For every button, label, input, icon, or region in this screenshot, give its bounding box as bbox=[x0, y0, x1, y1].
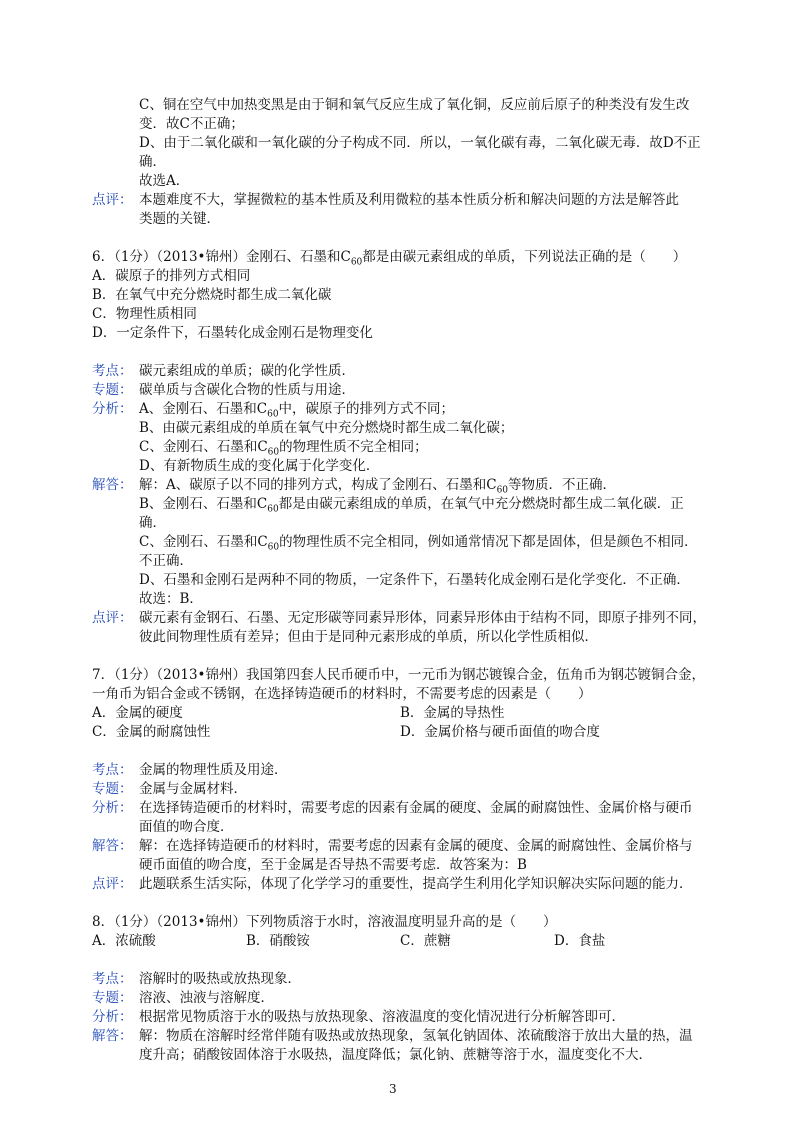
q8-jieda-1: 解：物质在溶解时经常伴随有吸热或放热现象，氢氧化钠固体、浓硫酸溶于放出大量的热，温 bbox=[139, 1028, 693, 1044]
review-label: 点评： bbox=[92, 610, 133, 626]
q6-option-a: A．碳原子的排列方式相同 bbox=[92, 268, 251, 284]
kaodian-label: 考点： bbox=[92, 363, 133, 379]
q6-jieda4-sub: 60 bbox=[267, 542, 280, 553]
q6-kaodian-text: 碳元素组成的单质；碳的化学性质． bbox=[139, 363, 355, 379]
q6-zhuanti bbox=[92, 381, 712, 400]
q6-fenxi-sub: 60 bbox=[267, 409, 279, 420]
q6-fenxi-3b: 的物理性质不完全相同； bbox=[279, 439, 428, 455]
q7-kaodian-text: 金属的物理性质及用途． bbox=[139, 762, 288, 778]
q6-jieda-3: 确． bbox=[139, 515, 166, 531]
q6-stem-part2: 都是由碳元素组成的单质，下列说法正确的是（ ） bbox=[362, 249, 687, 265]
q6-jieda-7: 故选：B． bbox=[139, 591, 203, 607]
q8-option-d: D．食盐 bbox=[554, 933, 606, 949]
q5-c-line2: 变．故C不正确； bbox=[139, 116, 244, 132]
q7-zhuanti bbox=[92, 780, 712, 799]
q7-stem-2: 一角币为铝合金或不锈钢，在选择铸造硬币的材料时，不需要考虑的因素是（ ） bbox=[92, 686, 592, 702]
q7-kaodian bbox=[92, 761, 712, 780]
q6-jieda1-sub: 60 bbox=[496, 485, 509, 496]
jieda-label: 解答： bbox=[92, 838, 133, 854]
q6-fenxi-3a: C、金刚石、石墨和C bbox=[139, 439, 268, 455]
q7-review-text: 此题联系生活实际，体现了化学学习的重要性，提高学生利用化学知识解决实际问题的能力． bbox=[139, 876, 693, 892]
q6-option-d: D．一定条件下，石墨转化成金刚石是物理变化 bbox=[92, 325, 373, 341]
q7-fenxi bbox=[92, 799, 712, 818]
q6-review-1: 碳元素有金钢石、石墨、无定形碳等同素异形体，同素异形体由于结构不同，即原子排列不同， bbox=[139, 610, 706, 626]
q6-option-b: B．在氧气中充分燃烧时都生成二氧化碳 bbox=[92, 287, 332, 303]
q6-fenxi-4: D、有新物质生成的变化属于化学变化． bbox=[139, 458, 380, 474]
q6-jieda-4b: 的物理性质不完全相同，例如通常情况下都是固体，但是颜色不相同． bbox=[279, 534, 698, 550]
q5-d-line1: D、由于二氧化碳和一氧化碳的分子构成不同．所以，一氧化碳有毒，二氧化碳无毒．故D不正 bbox=[139, 135, 701, 151]
q7-jieda-2: 硬币面值的吻合度，至于金属是否导热不需要考虑．故答案为：B bbox=[139, 857, 527, 873]
q6-fenxi3-sub: 60 bbox=[267, 447, 280, 458]
q6-jieda-1a: 解：A、碳原子以不同的排列方式，构成了金刚石、石墨和C bbox=[139, 477, 497, 493]
q6-fenxi-1b: 中，碳原子的排列方式不同； bbox=[278, 401, 455, 417]
q8-stem: 8．（1分）（2013•锦州）下列物质溶于水时，溶液温度明显升高的是（ ） bbox=[92, 914, 557, 930]
q8-jieda bbox=[92, 1027, 712, 1046]
jieda-label: 解答： bbox=[92, 1028, 133, 1044]
q7-option-a: A．金属的硬度 bbox=[92, 705, 183, 721]
q8-kaodian-text: 溶解时的吸热或放热现象． bbox=[139, 971, 301, 987]
q8-option-c: C．蔗糖 bbox=[400, 933, 451, 949]
zhuanti-label: 专题： bbox=[92, 781, 133, 797]
review-label: 点评： bbox=[92, 192, 133, 208]
zhuanti-label: 专题： bbox=[92, 990, 133, 1006]
q6-jieda-4a: C、金刚石、石墨和C bbox=[139, 534, 268, 550]
q7-option-c: C．金属的耐腐蚀性 bbox=[92, 724, 211, 740]
q8-option-b: B．硝酸铵 bbox=[246, 933, 310, 949]
q6-jieda-2b: 都是由碳元素组成的单质，在氧气中充分燃烧时都生成二氧化碳．正 bbox=[278, 496, 684, 512]
q6-jieda-1b: 等物质．不正确． bbox=[508, 477, 617, 493]
page-number: 3 bbox=[389, 1082, 397, 1096]
q5-review bbox=[92, 191, 712, 210]
q7-review bbox=[92, 875, 712, 894]
q7-stem-1: 7．（1分）（2013•锦州）我国第四套人民币硬币中，一元币为钢芯镀镍合金，伍角币为钢芯镀铜合金， bbox=[92, 667, 705, 683]
q6-jieda-6: D、石墨和金刚石是两种不同的物质，一定条件下，石墨转化成金刚石是化学变化．不正确． bbox=[139, 572, 690, 588]
q6-option-c: C．物理性质相同 bbox=[92, 306, 197, 322]
q8-option-a: A．浓硫酸 bbox=[92, 933, 156, 949]
q5-review-line2: 类题的关键． bbox=[139, 211, 220, 227]
q7-option-b: B．金属的导热性 bbox=[400, 705, 505, 721]
q7-option-d: D．金属价格与硬币面值的吻合度 bbox=[400, 724, 600, 740]
q6-jieda2-sub: 60 bbox=[267, 504, 279, 515]
q6-fenxi-1a: A、金刚石、石墨和C bbox=[139, 401, 268, 417]
q8-fenxi bbox=[92, 1008, 712, 1027]
q6-jieda-5: 不正确． bbox=[139, 553, 193, 569]
zhuanti-label: 专题： bbox=[92, 382, 133, 398]
q5-d-line2: 确． bbox=[139, 154, 166, 170]
q8-fenxi-text: 根据常见物质溶于水的吸热与放热现象、溶液温度的变化情况进行分析解答即可． bbox=[139, 1009, 625, 1025]
q6-fenxi-2: B、由碳元素组成的单质在氧气中充分燃烧时都生成二氧化碳； bbox=[139, 420, 514, 436]
q6-review-2: 彼此间物理性质有差异；但由于是同种元素形成的单质，所以化学性质相似． bbox=[139, 629, 598, 645]
q6-review bbox=[92, 609, 712, 628]
q7-zhuanti-text: 金属与金属材料． bbox=[139, 781, 247, 797]
q6-stem-sub: 60 bbox=[350, 257, 363, 268]
q8-zhuanti-text: 溶液、浊液与溶解度． bbox=[139, 990, 274, 1006]
kaodian-label: 考点： bbox=[92, 971, 133, 987]
q7-jieda-1: 解：在选择铸造硬币的材料时，需要考虑的因素有金属的硬度、金属的耐腐蚀性、金属价格与 bbox=[139, 838, 693, 854]
q6-zhuanti-text: 碳单质与含碳化合物的性质与用途． bbox=[139, 382, 355, 398]
q5-answer: 故选A． bbox=[139, 173, 190, 189]
kaodian-label: 考点： bbox=[92, 762, 133, 778]
q6-kaodian bbox=[92, 362, 712, 381]
fenxi-label: 分析： bbox=[92, 1009, 133, 1025]
q8-zhuanti bbox=[92, 989, 712, 1008]
q8-kaodian bbox=[92, 970, 712, 989]
q6-stem-part1: 6．（1分）（2013•锦州）金刚石、石墨和C bbox=[92, 249, 351, 265]
q7-fenxi-1: 在选择铸造硬币的材料时，需要考虑的因素有金属的硬度、金属的耐腐蚀性、金属价格与硬币 bbox=[139, 800, 693, 816]
review-label: 点评： bbox=[92, 876, 133, 892]
fenxi-label: 分析： bbox=[92, 800, 133, 816]
q7-fenxi-2: 面值的吻合度． bbox=[139, 819, 234, 835]
q8-jieda-2: 度升高；硝酸铵固体溶于水吸热，温度降低；氯化钠、蔗糖等溶于水，温度变化不大． bbox=[139, 1047, 652, 1063]
q5-c-line1: C、铜在空气中加热变黑是由于铜和氧气反应生成了氧化铜，反应前后原子的种类没有发生改 bbox=[139, 97, 690, 113]
q7-jieda bbox=[92, 837, 712, 856]
fenxi-label: 分析： bbox=[92, 401, 133, 417]
jieda-label: 解答： bbox=[92, 477, 133, 493]
q6-jieda-2a: B、金刚石、石墨和C bbox=[139, 496, 268, 512]
q5-review-line1: 本题难度不大，掌握微粒的基本性质及利用微粒的基本性质分析和解决问题的方法是解答此 bbox=[139, 192, 679, 208]
